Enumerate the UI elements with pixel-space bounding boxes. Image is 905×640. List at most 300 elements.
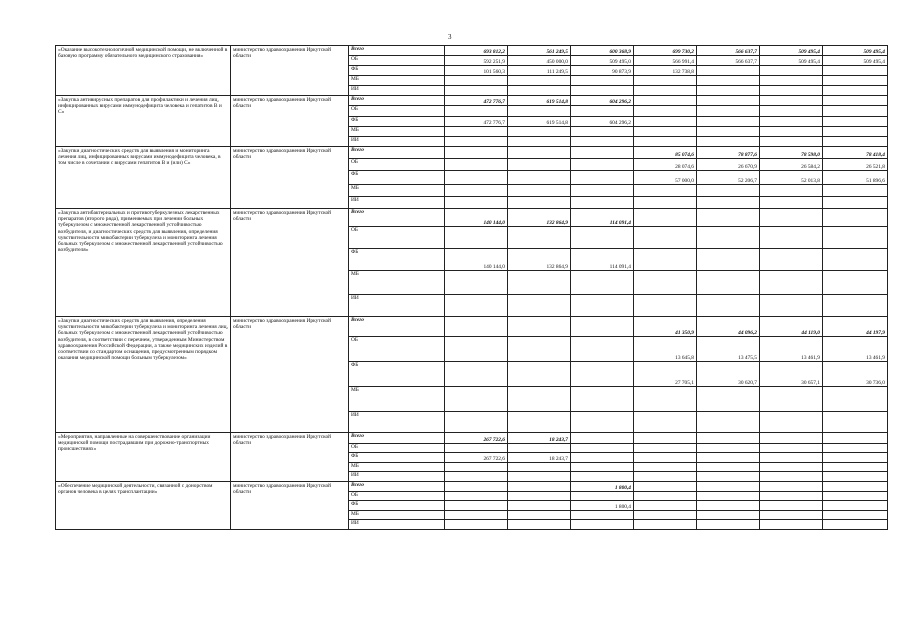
value-cell: 28 074,6: [634, 159, 697, 171]
funding-source-cell: ИИ: [349, 412, 445, 433]
value-cell: [508, 520, 571, 530]
value-cell: [508, 444, 571, 453]
value-cell: [634, 453, 697, 463]
value-cell: 450 000,0: [508, 56, 571, 66]
value-cell: [634, 271, 697, 295]
value-cell: [697, 86, 760, 96]
funding-source-cell: Всего: [349, 147, 445, 159]
value-cell: [760, 501, 823, 511]
value-cell: [697, 137, 760, 147]
value-cell: [634, 127, 697, 137]
funding-source-cell: ИИ: [349, 197, 445, 209]
value-cell: 693 812,2: [445, 46, 508, 56]
value-cell: [634, 86, 697, 96]
value-cell: [508, 337, 571, 362]
value-cell: [634, 492, 697, 501]
funding-source-cell: ОБ: [349, 492, 445, 501]
value-cell: 30 736,0: [823, 362, 888, 387]
value-cell: [760, 453, 823, 463]
value-cell: [634, 511, 697, 520]
value-cell: 52 013,8: [760, 171, 823, 185]
table-row: [56, 96, 888, 106]
value-cell: [697, 501, 760, 511]
value-cell: 132 864,9: [508, 209, 571, 227]
value-cell: [571, 185, 634, 197]
value-cell: 27 705,1: [634, 362, 697, 387]
value-cell: [760, 492, 823, 501]
funding-source-cell: Всего: [349, 433, 445, 444]
value-cell: [571, 295, 634, 317]
value-cell: [760, 117, 823, 127]
value-cell: [760, 86, 823, 96]
value-cell: [823, 86, 888, 96]
value-cell: [571, 511, 634, 520]
value-cell: 600 368,9: [571, 46, 634, 56]
value-cell: [760, 66, 823, 76]
value-cell: [508, 463, 571, 472]
value-cell: [634, 137, 697, 147]
value-cell: 44 119,0: [760, 317, 823, 337]
value-cell: [760, 520, 823, 530]
funding-source-cell: ОБ: [349, 444, 445, 453]
funding-source-cell: ОБ: [349, 337, 445, 362]
funding-source-cell: ОБ: [349, 106, 445, 117]
value-cell: 472 776,7: [445, 117, 508, 127]
value-cell: 101 560,3: [445, 66, 508, 76]
value-cell: [697, 127, 760, 137]
value-cell: [445, 387, 508, 412]
funding-source-cell: Всего: [349, 482, 445, 492]
funding-source-cell: ФБ: [349, 501, 445, 511]
value-cell: [634, 463, 697, 472]
value-cell: [760, 472, 823, 482]
value-cell: [634, 501, 697, 511]
value-cell: [445, 482, 508, 492]
value-cell: [760, 387, 823, 412]
value-cell: [571, 472, 634, 482]
table-row: [56, 433, 888, 444]
value-cell: 111 249,5: [508, 66, 571, 76]
value-cell: [445, 501, 508, 511]
value-cell: [634, 96, 697, 106]
value-cell: [760, 271, 823, 295]
funding-source-cell: Всего: [349, 96, 445, 106]
funding-source-cell: ФБ: [349, 117, 445, 127]
value-cell: [508, 159, 571, 171]
event-name-cell: «Закупка антивирусных препаратов для профилактики и лечения лиц, инфицированных вирусами иммунодефицита человека и гепатитов В и С»: [56, 96, 231, 147]
table-row: [56, 209, 888, 227]
value-cell: 604 296,2: [571, 117, 634, 127]
value-cell: [508, 171, 571, 185]
value-cell: [634, 76, 697, 86]
value-cell: 114 091,4: [571, 209, 634, 227]
value-cell: [823, 444, 888, 453]
value-cell: [571, 337, 634, 362]
value-cell: [760, 463, 823, 472]
value-cell: [823, 387, 888, 412]
value-cell: [445, 463, 508, 472]
value-cell: [445, 511, 508, 520]
responsible-cell: министерство здравоохранения Иркутской области: [231, 433, 349, 482]
value-cell: [760, 197, 823, 209]
value-cell: [508, 86, 571, 96]
value-cell: [823, 511, 888, 520]
value-cell: 566 991,4: [634, 56, 697, 66]
value-cell: [697, 227, 760, 249]
value-cell: [571, 444, 634, 453]
value-cell: [445, 492, 508, 501]
value-cell: 78 418,4: [823, 147, 888, 159]
value-cell: [760, 227, 823, 249]
value-cell: 13 461,9: [760, 337, 823, 362]
value-cell: [823, 197, 888, 209]
value-cell: 699 730,2: [634, 46, 697, 56]
value-cell: 472 776,7: [445, 96, 508, 106]
event-name-cell: «Закупки диагностических средств для выявления и мониторинга лечения лиц, инфицированных вирусами иммунодефицита человека, в том числе в сочетании с вирусами гепатитов В и (или) С»: [56, 147, 231, 209]
value-cell: [634, 520, 697, 530]
value-cell: [760, 76, 823, 86]
value-cell: 509 495,4: [760, 56, 823, 66]
value-cell: [445, 86, 508, 96]
value-cell: [760, 482, 823, 492]
value-cell: [445, 106, 508, 117]
value-cell: [697, 185, 760, 197]
value-cell: [823, 106, 888, 117]
value-cell: [571, 197, 634, 209]
value-cell: [634, 249, 697, 271]
value-cell: [508, 511, 571, 520]
value-cell: [445, 159, 508, 171]
value-cell: [508, 185, 571, 197]
value-cell: [445, 227, 508, 249]
value-cell: [697, 295, 760, 317]
funding-source-cell: ИИ: [349, 295, 445, 317]
responsible-cell: министерство здравоохранения Иркутской области: [231, 96, 349, 147]
value-cell: [445, 444, 508, 453]
value-cell: 26 670,9: [697, 159, 760, 171]
responsible-cell: министерство здравоохранения Иркутской области: [231, 46, 349, 96]
value-cell: [508, 106, 571, 117]
value-cell: [634, 117, 697, 127]
value-cell: 18 243,7: [508, 453, 571, 463]
value-cell: [760, 511, 823, 520]
event-name-cell: «Обеспечение медицинской деятельности, связанной с донорством органов человека в целях трансплантации»: [56, 482, 231, 530]
value-cell: [571, 271, 634, 295]
table-row: [56, 147, 888, 159]
funding-source-cell: МБ: [349, 511, 445, 520]
funding-source-cell: ФБ: [349, 453, 445, 463]
event-name-cell: «Закупки диагностических средств для выявления, определения чувствительности микобактерии туберкулеза и мониторинга лечения лиц, больных туберкулезом с множественной лекарственной устойчивостью возбудителя, в соответствии с перечнем, утвержденным Министерством здравоохранения Российской Федерации, а также медицинских изделий в соответствии со стандартом оснащения, предусмотренным порядком оказания медицинской помощи больным туберкулезом»: [56, 317, 231, 433]
value-cell: [571, 463, 634, 472]
value-cell: [508, 137, 571, 147]
value-cell: [823, 127, 888, 137]
event-name-cell: «Закупка антибактериальных и противотуберкулезных лекарственных препаратов (второго ряда), применяемых при лечении больных туберкулезом с множественной лекарственной устойчивостью возбудителя, и диагностических средств для выявления, определения чувствительности микобактерии туберкулеза и мониторинга лечения больных туберкулезом с множественной лекарственной устойчивостью возбудителя»: [56, 209, 231, 317]
value-cell: 509 495,0: [571, 56, 634, 66]
funding-source-cell: ИИ: [349, 137, 445, 147]
value-cell: [634, 295, 697, 317]
value-cell: 44 096,2: [697, 317, 760, 337]
value-cell: 132 864,9: [508, 249, 571, 271]
value-cell: [697, 106, 760, 117]
funding-source-cell: ИИ: [349, 86, 445, 96]
value-cell: [760, 444, 823, 453]
value-cell: 1 800,4: [571, 482, 634, 492]
value-cell: [697, 453, 760, 463]
value-cell: 13 645,8: [634, 337, 697, 362]
value-cell: 41 350,9: [634, 317, 697, 337]
value-cell: 592 251,9: [445, 56, 508, 66]
value-cell: [697, 117, 760, 127]
value-cell: 267 722,6: [445, 433, 508, 444]
value-cell: [823, 520, 888, 530]
value-cell: [508, 482, 571, 492]
value-cell: [697, 387, 760, 412]
value-cell: [697, 520, 760, 530]
funding-source-cell: ОБ: [349, 159, 445, 171]
value-cell: [571, 387, 634, 412]
value-cell: [634, 387, 697, 412]
value-cell: [634, 433, 697, 444]
value-cell: [571, 159, 634, 171]
value-cell: [634, 472, 697, 482]
event-name-cell: «Мероприятия, направленные на совершенствование организации медицинской помощи пострадавшим при дорожно-транспортных происшествиях»: [56, 433, 231, 482]
value-cell: [823, 501, 888, 511]
value-cell: [697, 76, 760, 86]
value-cell: [508, 76, 571, 86]
value-cell: [445, 295, 508, 317]
value-cell: [508, 362, 571, 387]
value-cell: [697, 271, 760, 295]
table-row: [56, 46, 888, 56]
value-cell: [823, 433, 888, 444]
funding-source-cell: МБ: [349, 463, 445, 472]
value-cell: 566 637,7: [697, 56, 760, 66]
value-cell: [823, 209, 888, 227]
value-cell: [823, 295, 888, 317]
value-cell: [697, 249, 760, 271]
value-cell: [823, 412, 888, 433]
value-cell: [697, 444, 760, 453]
value-cell: [445, 147, 508, 159]
value-cell: [571, 412, 634, 433]
value-cell: [571, 492, 634, 501]
value-cell: [508, 472, 571, 482]
value-cell: [571, 453, 634, 463]
responsible-cell: министерство здравоохранения Иркутской области: [231, 209, 349, 317]
value-cell: 140 144,0: [445, 209, 508, 227]
value-cell: [571, 317, 634, 337]
value-cell: [571, 171, 634, 185]
value-cell: [823, 117, 888, 127]
value-cell: [571, 127, 634, 137]
value-cell: 1 800,4: [571, 501, 634, 511]
value-cell: [571, 147, 634, 159]
value-cell: 132 738,8: [634, 66, 697, 76]
value-cell: [697, 511, 760, 520]
table-row: [56, 482, 888, 492]
funding-source-cell: Всего: [349, 317, 445, 337]
value-cell: [697, 463, 760, 472]
value-cell: [508, 501, 571, 511]
funding-source-cell: ИИ: [349, 472, 445, 482]
funding-source-cell: ИИ: [349, 520, 445, 530]
value-cell: [445, 137, 508, 147]
value-cell: [445, 317, 508, 337]
value-cell: [445, 362, 508, 387]
value-cell: [760, 185, 823, 197]
value-cell: [760, 106, 823, 117]
value-cell: [445, 472, 508, 482]
value-cell: [445, 185, 508, 197]
value-cell: 13 461,9: [823, 337, 888, 362]
value-cell: 509 495,4: [823, 56, 888, 66]
value-cell: [445, 127, 508, 137]
value-cell: [508, 387, 571, 412]
value-cell: [571, 86, 634, 96]
value-cell: 26 521,8: [823, 159, 888, 171]
value-cell: 30 657,1: [760, 362, 823, 387]
value-cell: [571, 520, 634, 530]
value-cell: [445, 271, 508, 295]
value-cell: [634, 444, 697, 453]
value-cell: [571, 106, 634, 117]
value-cell: 52 206,7: [697, 171, 760, 185]
value-cell: 51 896,6: [823, 171, 888, 185]
value-cell: [697, 96, 760, 106]
funding-source-cell: МБ: [349, 76, 445, 86]
funding-source-cell: ФБ: [349, 362, 445, 387]
funding-source-cell: ФБ: [349, 66, 445, 76]
value-cell: 509 495,4: [760, 46, 823, 56]
value-cell: 90 873,9: [571, 66, 634, 76]
value-cell: [823, 66, 888, 76]
value-cell: 78 877,6: [697, 147, 760, 159]
value-cell: [760, 209, 823, 227]
value-cell: [823, 96, 888, 106]
value-cell: [508, 127, 571, 137]
value-cell: [445, 520, 508, 530]
value-cell: 140 144,0: [445, 249, 508, 271]
value-cell: [445, 337, 508, 362]
value-cell: 18 243,7: [508, 433, 571, 444]
value-cell: [823, 453, 888, 463]
funding-source-cell: ОБ: [349, 227, 445, 249]
value-cell: [823, 227, 888, 249]
value-cell: 561 249,5: [508, 46, 571, 56]
funding-source-cell: ФБ: [349, 171, 445, 185]
funding-source-cell: Всего: [349, 209, 445, 227]
value-cell: 26 584,2: [760, 159, 823, 171]
value-cell: [508, 492, 571, 501]
value-cell: [571, 137, 634, 147]
value-cell: [445, 76, 508, 86]
responsible-cell: министерство здравоохранения Иркутской области: [231, 147, 349, 209]
value-cell: 13 475,5: [697, 337, 760, 362]
value-cell: [508, 271, 571, 295]
value-cell: [823, 271, 888, 295]
value-cell: [697, 209, 760, 227]
value-cell: [445, 197, 508, 209]
value-cell: [760, 137, 823, 147]
value-cell: [508, 227, 571, 249]
value-cell: [634, 412, 697, 433]
value-cell: 85 074,6: [634, 147, 697, 159]
value-cell: [697, 412, 760, 433]
value-cell: [697, 197, 760, 209]
value-cell: [508, 147, 571, 159]
value-cell: [760, 249, 823, 271]
value-cell: [571, 433, 634, 444]
value-cell: [823, 137, 888, 147]
value-cell: [823, 185, 888, 197]
page-number: 3: [448, 33, 452, 41]
value-cell: [697, 472, 760, 482]
value-cell: [760, 433, 823, 444]
value-cell: [697, 492, 760, 501]
funding-source-cell: Всего: [349, 46, 445, 56]
value-cell: [760, 127, 823, 137]
value-cell: [823, 463, 888, 472]
value-cell: [760, 295, 823, 317]
value-cell: 78 598,0: [760, 147, 823, 159]
value-cell: [508, 295, 571, 317]
funding-source-cell: ФБ: [349, 249, 445, 271]
value-cell: 509 495,4: [823, 46, 888, 56]
value-cell: [571, 76, 634, 86]
value-cell: 619 514,8: [508, 96, 571, 106]
value-cell: [697, 66, 760, 76]
responsible-cell: министерство здравоохранения Иркутской области: [231, 482, 349, 530]
funding-source-cell: МБ: [349, 271, 445, 295]
value-cell: [508, 317, 571, 337]
value-cell: [823, 76, 888, 86]
value-cell: [823, 492, 888, 501]
value-cell: 267 722,6: [445, 453, 508, 463]
value-cell: [634, 482, 697, 492]
value-cell: [634, 106, 697, 117]
value-cell: [445, 412, 508, 433]
funding-source-cell: ОБ: [349, 56, 445, 66]
budget-table: [55, 45, 888, 530]
funding-source-cell: МБ: [349, 185, 445, 197]
value-cell: [823, 249, 888, 271]
value-cell: [823, 472, 888, 482]
value-cell: 619 514,8: [508, 117, 571, 127]
value-cell: [760, 412, 823, 433]
value-cell: [760, 96, 823, 106]
table-row: [56, 317, 888, 337]
value-cell: 57 000,0: [634, 171, 697, 185]
value-cell: [697, 433, 760, 444]
value-cell: [823, 482, 888, 492]
responsible-cell: министерство здравоохранения Иркутской области: [231, 317, 349, 433]
value-cell: [571, 227, 634, 249]
value-cell: [508, 412, 571, 433]
value-cell: [634, 209, 697, 227]
value-cell: [634, 185, 697, 197]
event-name-cell: «Оказание высокотехнологичной медицинской помощи, не включенной в базовую программу обязательного медицинского страхования»: [56, 46, 231, 96]
value-cell: [634, 227, 697, 249]
value-cell: [697, 482, 760, 492]
value-cell: 114 091,4: [571, 249, 634, 271]
value-cell: 44 197,9: [823, 317, 888, 337]
value-cell: 566 637,7: [697, 46, 760, 56]
value-cell: [634, 197, 697, 209]
value-cell: [445, 171, 508, 185]
value-cell: [571, 362, 634, 387]
funding-source-cell: МБ: [349, 387, 445, 412]
funding-source-cell: МБ: [349, 127, 445, 137]
